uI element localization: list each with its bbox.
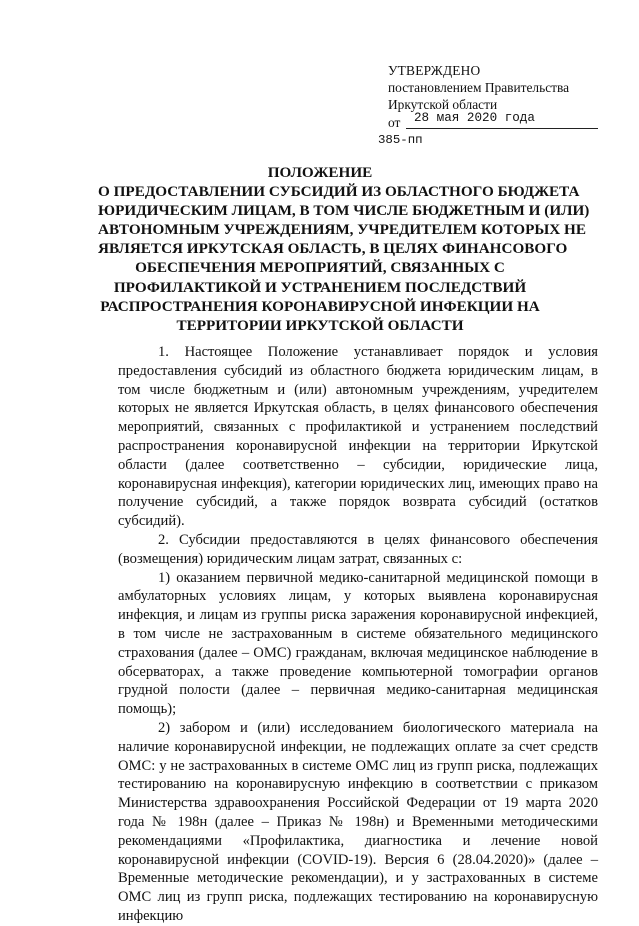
approval-date-underline: [406, 128, 598, 129]
document-body: [118, 343, 598, 926]
heading-line: ЮРИДИЧЕСКИМ ЛИЦАМ, В ТОМ ЧИСЛЕ БЮДЖЕТНЫМ И (ИЛИ): [98, 202, 590, 220]
approval-title: УТВЕРЖДЕНО: [388, 63, 481, 78]
paragraph-2: 2. Субсидии предоставляются в целях финансового обеспечения (возмещения) юридическим лицам затрат, связанных с:: [118, 531, 598, 567]
approval-number: 385-пп: [378, 133, 423, 147]
paragraph-1: 1. Настоящее Положение устанавливает порядок и условия предоставления субсидий из областного бюджета юридическим лицам, в том числе бюджетным и (или) автономным учреждениям, учредителем которых не является Иркутская область, в целях финансового обеспечения мероприятий, связанных с профилактикой и устранением последствий распространения коронавирусной инфекции на территории Иркутской области (далее соответственно – субсидии, юридические лица, коронавирусная инфекция), категории юридических лиц, имеющих право на получение субсидий, а также порядок возврата субсидий (остатков субсидий).: [118, 344, 598, 530]
heading-line: ПОЛОЖЕНИЕ: [267, 164, 373, 181]
document-heading: [98, 163, 590, 335]
approval-date-row: [388, 113, 598, 131]
heading-line: ТЕРРИТОРИИ ИРКУТСКОЙ ОБЛАСТИ: [176, 316, 464, 334]
approval-issuer-line-2: Иркутской области: [388, 97, 498, 112]
heading-line: ОБЕСПЕЧЕНИЯ МЕРОПРИЯТИЙ, СВЯЗАННЫХ С: [135, 259, 505, 277]
heading-line: ЯВЛЯЕТСЯ ИРКУТСКАЯ ОБЛАСТЬ, В ЦЕЛЯХ ФИНАНСОВОГО: [98, 240, 568, 258]
approval-issuer-line-1: постановлением Правительства: [388, 80, 570, 95]
heading-line: ПРОФИЛАКТИКОЙ И УСТРАНЕНИЕМ ПОСЛЕДСТВИЙ: [113, 278, 527, 296]
approval-date-prefix: от: [388, 115, 401, 130]
approval-date: 28 мая 2020 года: [414, 111, 535, 125]
heading-line: РАСПРОСТРАНЕНИЯ КОРОНАВИРУСНОЙ ИНФЕКЦИИ НА: [100, 297, 540, 315]
heading-line: АВТОНОМНЫМ УЧРЕЖДЕНИЯМ, УЧРЕДИТЕЛЕМ КОТОРЫХ НЕ: [98, 221, 586, 239]
paragraph-2-item-1: 1) оказанием первичной медико-санитарной медицинской помощи в амбулаторных условиях лицам, у которых выявлена коронавирусная инфекция, и лицам из группы риска заражения коронавирусной инфекцией, в том числе не застрахованным в системе обязательного медицинского страхования (далее – ОМС) гражданам, включая медицинское наблюдение в обсерваторах, а также проведение компьютерной томографии органов грудной полости (далее – первичная медико-санитарная медицинская помощь);: [118, 569, 598, 718]
paragraph-2-item-2: 2) забором и (или) исследованием биологического материала на наличие коронавирусной инфекции, не подлежащих оплате за счет средств ОМС: у не застрахованных в системе ОМС лиц из групп риска, подлежащих тестированию на коронавирусную инфекцию в соответствии с приказом Министерства здравоохранения Российской Федерации от 19 марта 2020 года № 198н (далее – Приказ № 198н) и Временными методическими рекомендациями «Профилактика, диагностика и лечение новой коронавирусной инфекции (COVID-19). Версия 6 (28.04.2020)» (далее – Временные методические рекомендации), и у застрахованных в системе ОМС лиц из групп риска, подлежащих тестированию на коронавирусную инфекцию: [118, 719, 598, 924]
heading-line: О ПРЕДОСТАВЛЕНИИ СУБСИДИЙ ИЗ ОБЛАСТНОГО БЮДЖЕТА: [98, 183, 580, 201]
approval-stamp: [378, 62, 598, 147]
